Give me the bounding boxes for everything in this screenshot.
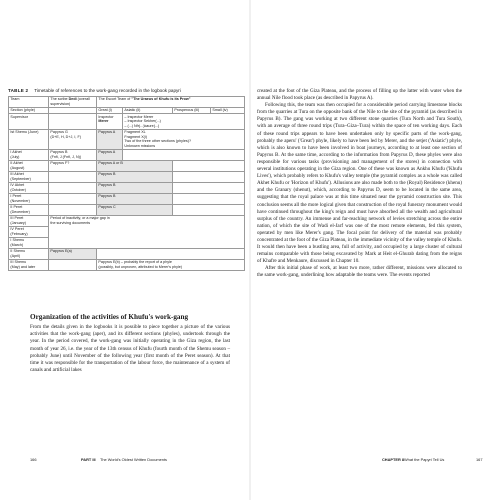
table-row: III Peret (January) Period of inactivity, or a major gap in the surviving documents [9, 215, 245, 226]
table-row: II Shemu (April) Papyrus E(a) [9, 248, 245, 259]
left-page-number: 166 [30, 457, 37, 462]
timetable-table [8, 96, 245, 271]
table-header-row [9, 97, 245, 108]
part-label: PART III [81, 457, 96, 462]
paragraph: Following this, the team was then occupied for a considerable period carrying limestone blocks from the quarries at Tura on the opposite bank of the Nile to the site of the pyramid (as described in Papyrus B). The gang was working at two different stone quarries (Tura North and Tura South), with an average of three round trips (Tura–Giza–Tura) within the space of ten working days. Each of these round trips appears to have been undertaken only by specific parts of the work-gang, probably the aperu' ('Great') phyle, likely to have been led by Merer, and the setjet ('Asiatic') phyle, which is also known to have been involved in boat journeys, according to at least one section of Papyrus B. At the same time, according to the information from Papyrus D, these phyles were also responsible for various tasks (provisioning and management of the stores) in connection with several institutions operating in the Giza region. One of these was known as Ankhu Khufu ('Khufu Lives'), which probably refers to Khufu's valley temple (the pyramid complex as a whole was called Akhet Khufu or 'Horizon of Khufu'). Allusions are also made both to the (Royal) Residence (khenu) and the Granary (shenut), which, according to Papyrus D, seem to be located in the same area, suggesting that the royal palace was at this time situated near the pyramid construction site. This conclusion seems all the more logical given that construction of the royal funerary monument would have continued throughout the king's reign and must have absorbed all the wealth and agricultural surplus of the country. An immense and far-reaching network of levies stretching across the entire nation, of which the site of Wadi el-Jarf was one of the most remote elements, fed this system, operated by men like Merer's gang. The focal point for delivery of the material was probably concentrated at the foot of the Giza Plateau, in the immediate vicinity of the valley temple of Khufu. It would then have been a bustling area, full of activity, and occupied by a large cluster of cultural remains comparable with those being excavated by Mark at Heit el-Ghurab dating from the reigns of Khafre and Menkaure, discussed in Chapter 10. [257, 102, 462, 265]
table-title: Timetable of references to the work-gang recorded in the logbook papyri [34, 88, 181, 93]
paragraph: From the details given in the logbooks it is possible to piece together a picture of the various activities that the work-gang (aper), and its different sections (phyles), undertook through the year. In the period covered, the work-gang was initially operating in the Giza region, the last month of year 26, i.e. the year of the 13th census of Khufu (fourth month of the Shemu season – probably June) until November of the following year (first month of the Peret season). At that time it was responsible for the transportation of the labour force, the maintenance of a system of canals and artificial lakes [30, 324, 230, 374]
table-row: II Akhet (August) Papyrus F? Papyrus A or B [9, 161, 245, 172]
table-row: Ist Shemu (June) Papyrus G (D+E, H, D+J, I, F) Papyrus A Fragment XL Fragment X(i) Two of the three other sections (phyles)? Unknown missions [9, 129, 245, 149]
table-subheader-row: Section (phyle) Great (i) Asiatic (ii) Prosperous (iii) Small (iv) [9, 107, 245, 113]
table-row: I Akhet (July) Papyrus B (Fnfi, J (Fnfi, J, N)) Papyrus A [9, 150, 245, 161]
table-row: II Peret (December) Papyrus C [9, 204, 245, 215]
header-scribe: The scribe Dedi (overall supervision) [49, 97, 97, 108]
table-row: IV Akhet (October) Papyrus B [9, 182, 245, 193]
table-row: Supervisor Inspector Merer – Inspector Merer – Inspector Sekher(...) – (...) Nfr(...)kaure(...) [9, 114, 245, 130]
table-row: IV Peret (February) [9, 226, 245, 237]
table-row: I Peret (November) Papyrus B [9, 193, 245, 204]
header-team: Team [9, 97, 49, 108]
table-caption [8, 88, 244, 94]
table-row: I Shemu (March) [9, 237, 245, 248]
paragraph: created at the foot of the Giza Plateau, and the process of filling up the latter with water when the annual Nile flood took place (as described in Papyrus A). [257, 88, 462, 102]
right-page-number: 167 [476, 457, 483, 462]
right-body-text [257, 88, 462, 280]
paragraph: After this initial phase of work, at least two more, rather different, missions were allocated to the same work-gang, underlining how adaptable the teams were. The events reported [257, 265, 462, 279]
section-heading: Organization of the activities of Khufu's work-gang [30, 313, 189, 321]
table-row: III Shemu (May) and later Papyrus E(b) – probably the report of a phyle (possibly, but unproven, attributed to Merer's phyle) [9, 259, 245, 270]
left-body-text [30, 324, 230, 374]
header-escort-team: The Escort Team of "The Uraeus of Khufu is its Prow" [97, 97, 245, 108]
chapter-title: What the Papyri Tell Us [404, 457, 445, 462]
table-label: TABLE 2 [8, 88, 29, 93]
chapter-label: CHAPTER 8 [382, 457, 405, 462]
part-title: The World's Oldest Written Documents [100, 457, 167, 462]
table-row: III Akhet (September) Papyrus B [9, 172, 245, 183]
